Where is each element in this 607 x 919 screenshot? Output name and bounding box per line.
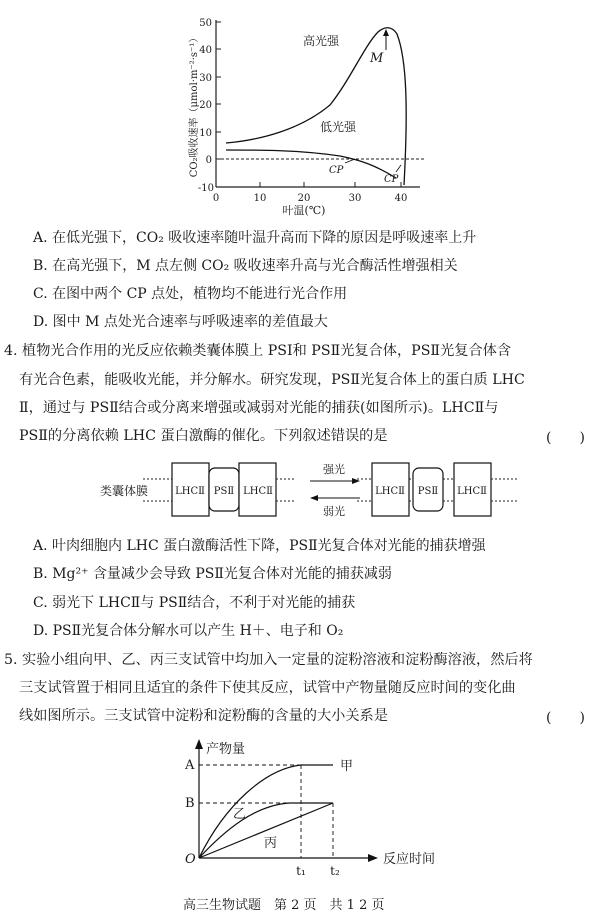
x-axis-arrowhead <box>368 854 378 862</box>
jia-label: 甲 <box>340 759 354 774</box>
y-tick-label: 0 <box>205 155 212 166</box>
x-tick-label: 30 <box>348 193 362 204</box>
x-axis-title: 叶温(℃) <box>282 204 326 217</box>
low-light-curve <box>226 150 396 178</box>
x-tick-label: 20 <box>297 193 311 204</box>
y-tick-label: 30 <box>199 73 212 84</box>
lhc-label: LHCⅡ <box>243 486 273 497</box>
y-tick-label: -10 <box>197 183 214 194</box>
q3-option-d[interactable]: D. 图中 M 点处光合速率与呼吸速率的差值最大 <box>33 314 328 330</box>
lhc-psii-diagram <box>0 455 607 525</box>
q4-option-b[interactable]: B. Mg²⁺ 含量减少会导致 PSⅡ光复合体对光能的捕获减弱 <box>33 566 392 582</box>
cp2-pointer <box>396 165 401 172</box>
page-footer: 高三生物试题 第 2 页 共 1 2 页 <box>183 898 385 913</box>
q4-stem-line: 4. 植物光合作用的光反应依赖类囊体膜上 PSⅠ和 PSⅡ光复合体，PSⅡ光复合体含 <box>4 343 512 359</box>
origin-label: O <box>185 852 196 867</box>
y-axis-title: 产物量 <box>206 742 246 757</box>
q5-stem-line: 三支试管置于相同且适宜的条件下使其反应，试管中产物量随反应时间的变化曲 <box>19 680 516 696</box>
cp1-label: CP <box>329 165 344 176</box>
q4-stem-line: PSⅡ的分离依赖 LHC 蛋白激酶的催化。下列叙述错误的是 <box>19 428 388 444</box>
m-point-label: M <box>370 51 384 66</box>
y-tick-label: 10 <box>199 128 212 139</box>
m-arrowhead <box>383 29 389 36</box>
lhc-label: LHCⅡ <box>175 486 205 497</box>
bing-label: 丙 <box>264 836 278 851</box>
a-level-label: A <box>185 758 195 773</box>
q3-option-a[interactable]: A. 在低光强下，CO₂ 吸收速率随叶温升高而下降的原因是呼吸速率上升 <box>33 230 477 246</box>
q4-answer-bracket: ( ) <box>546 430 585 446</box>
q5-stem-line: 线如图所示。三支试管中淀粉和淀粉酶的含量的大小关系是 <box>19 708 388 724</box>
strong-light-label: 强光 <box>323 463 345 476</box>
q4-option-a[interactable]: A. 叶肉细胞内 LHC 蛋白激酶活性下降，PSⅡ光复合体对光能的捕获增强 <box>33 538 486 554</box>
y-tick-label: 40 <box>199 45 212 56</box>
high-light-label: 高光强 <box>303 34 340 48</box>
product-time-chart <box>0 735 607 885</box>
y-axis-title: CO₂吸收速率（μmol·m⁻²·s⁻¹） <box>189 32 200 178</box>
q5-stem-line: 5. 实验小组向甲、乙、丙三支试管中均加入一定量的淀粉溶液和淀粉酶溶液，然后将 <box>4 652 533 668</box>
q3-option-c[interactable]: C. 在图中两个 CP 点处，植物均不能进行光合作用 <box>33 286 348 302</box>
q4-option-c[interactable]: C. 弱光下 LHCⅡ与 PSⅡ结合，不利于对光能的捕获 <box>33 595 356 611</box>
weak-light-arrowhead <box>310 495 318 501</box>
y-axis-arrowhead <box>195 739 203 749</box>
y-tick-label: 50 <box>199 18 212 29</box>
low-light-label: 低光强 <box>320 120 357 134</box>
q5-answer-bracket: ( ) <box>546 710 585 726</box>
x-tick-label: 40 <box>394 193 408 204</box>
b-level-label: B <box>185 796 195 811</box>
lhc-label: LHCⅡ <box>375 486 405 497</box>
t2-label: t₂ <box>330 864 340 878</box>
y-ticks <box>216 22 221 159</box>
x-ticks <box>260 182 401 187</box>
q4-stem-line: Ⅱ，通过与 PSⅡ结合或分离来增强或减弱对光能的捕获(如图所示)。LHCⅡ与 <box>19 400 499 416</box>
cp1-pointer <box>345 159 355 163</box>
psii-label: PSⅡ <box>213 486 235 497</box>
lhc-label: LHCⅡ <box>457 486 487 497</box>
q4-option-d[interactable]: D. PSⅡ光复合体分解水可以产生 H＋、电子和 O₂ <box>33 623 344 639</box>
q4-stem-line: 有光合色素，能吸收光能，并分解水。研究发现，PSⅡ光复合体上的蛋白质 LHC <box>19 372 525 388</box>
co2-temperature-chart <box>0 0 607 225</box>
t1-label: t₁ <box>296 864 306 878</box>
y-tick-label: 20 <box>199 100 212 111</box>
membrane-label: 类囊体膜 <box>100 484 149 498</box>
cp2-label: CP <box>384 174 399 185</box>
psii-label: PSⅡ <box>417 486 439 497</box>
q3-option-b[interactable]: B. 在高光强下，M 点左侧 CO₂ 吸收速率升高与光合酶活性增强相关 <box>33 258 458 274</box>
x-tick-label: 10 <box>253 193 267 204</box>
weak-light-label: 弱光 <box>323 505 345 518</box>
x-tick-label: 0 <box>212 193 220 204</box>
x-axis-title: 反应时间 <box>383 852 436 867</box>
yi-label: 乙 <box>233 807 247 822</box>
